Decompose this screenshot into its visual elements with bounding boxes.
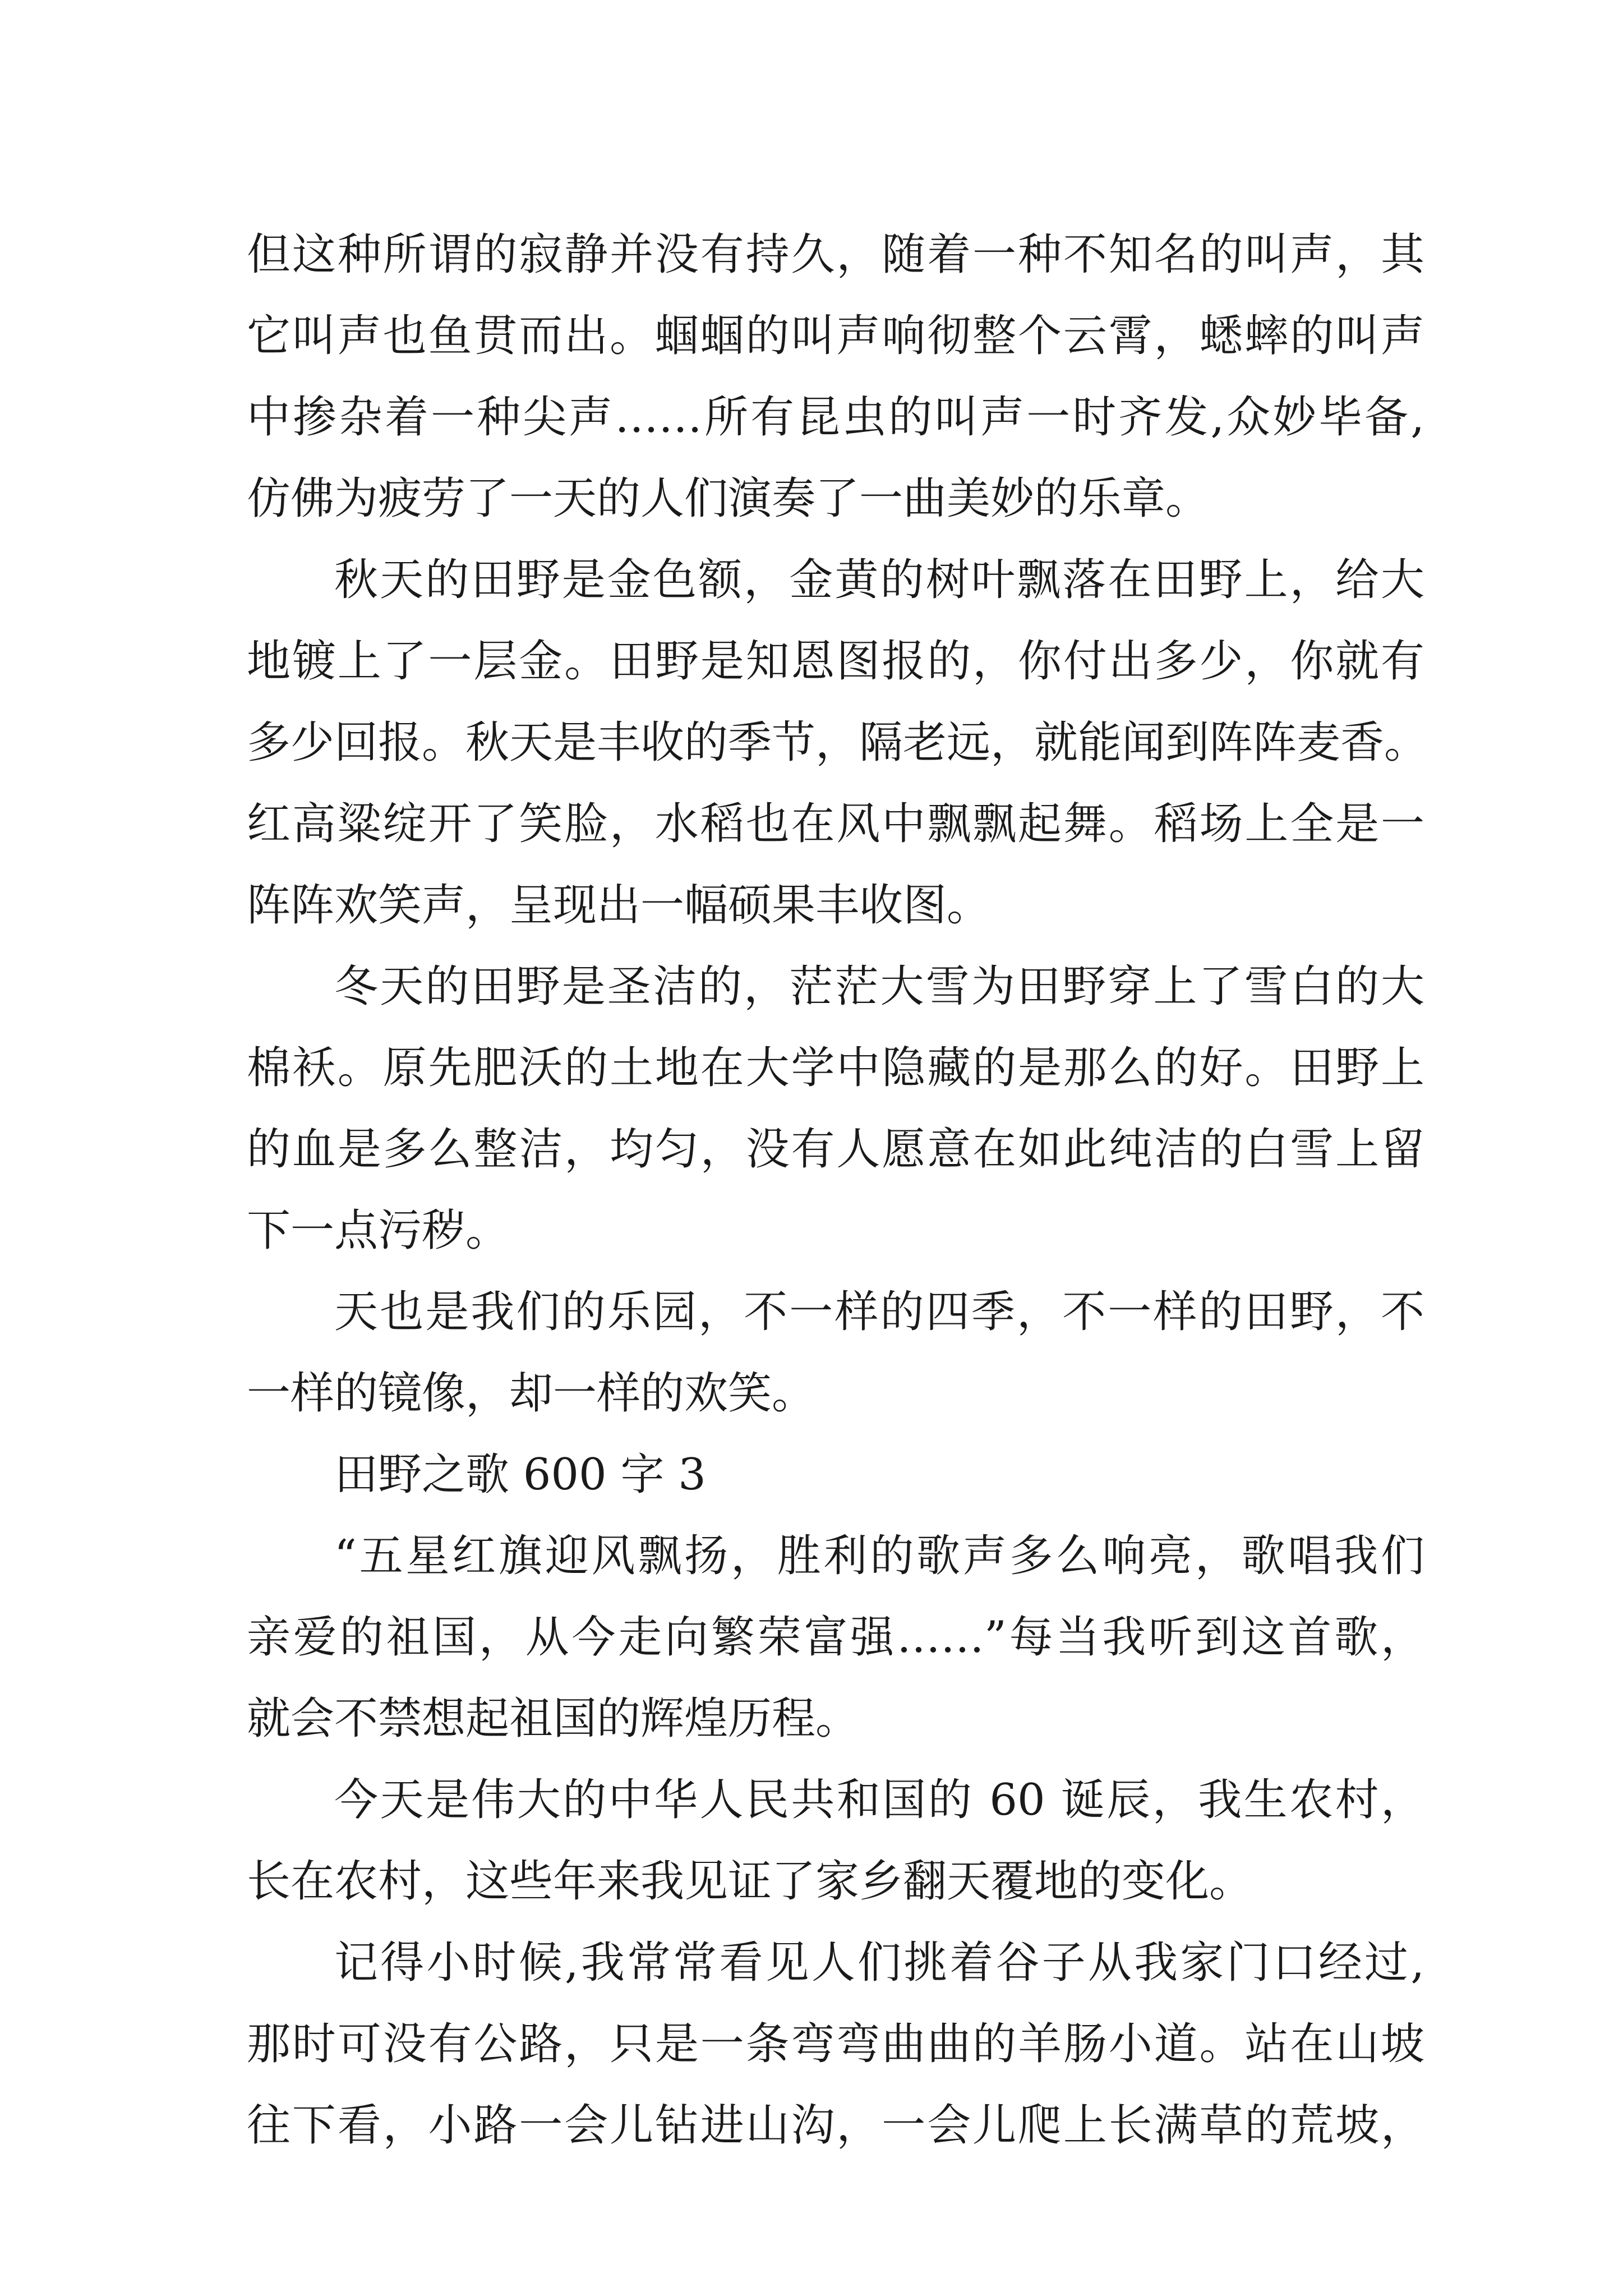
text-line: 天也是我们的乐园，不一样的四季，不一样的田野，不 <box>334 1287 1424 1337</box>
text-line: 但这种所谓的寂静并没有持久，随着一种不知名的叫声，其 <box>247 229 1424 280</box>
text-line: 棉袄。原先肥沃的土地在大学中隐藏的是那么的好。田野上 <box>247 1043 1424 1093</box>
body-text <box>247 214 1428 2166</box>
text-line: 往下看，小路一会儿钻进山沟，一会儿爬上长满草的荒坡， <box>247 2100 1424 2151</box>
text-line: 多少回报。秋天是丰收的季节，隔老远，就能闻到阵阵麦香。 <box>247 717 1428 768</box>
text-line: 今天是伟大的中华人民共和国的 60 诞辰，我生农村， <box>334 1775 1424 1825</box>
text-line: 红高粱绽开了笑脸，水稻也在风中飘飘起舞。稻场上全是一 <box>247 799 1424 849</box>
text-line: 就会不禁想起祖国的辉煌历程。 <box>247 1694 860 1744</box>
text-line: 冬天的田野是圣洁的，茫茫大雪为田野穿上了雪白的大 <box>334 961 1424 1012</box>
text-line: 一样的镜像，却一样的欢笑。 <box>247 1368 816 1419</box>
text-line: 中掺杂着一种尖声……所有昆虫的叫声一时齐发,众妙毕备, <box>247 392 1424 443</box>
text-line: 记得小时候,我常常看见人们挑着谷子从我家门口经过, <box>334 1938 1424 1988</box>
text-line: 秋天的田野是金色额，金黄的树叶飘落在田野上，给大 <box>334 555 1424 605</box>
text-line: 它叫声也鱼贯而出。蝈蝈的叫声响彻整个云霄，蟋蟀的叫声 <box>247 311 1424 361</box>
text-line: 那时可没有公路，只是一条弯弯曲曲的羊肠小道。站在山坡 <box>247 2019 1424 2069</box>
text-line: 亲爱的祖国，从今走向繁荣富强……”每当我听到这首歌， <box>247 1612 1424 1663</box>
text-line: 地镀上了一层金。田野是知恩图报的，你付出多少，你就有 <box>247 636 1424 687</box>
text-line: 的血是多么整洁，均匀，没有人愿意在如此纯洁的白雪上留 <box>247 1124 1424 1175</box>
text-line: “五星红旗迎风飘扬，胜利的歌声多么响亮，歌唱我们 <box>334 1531 1424 1581</box>
text-line: 长在农村，这些年来我见证了家乡翻天覆地的变化。 <box>247 1856 1253 1907</box>
text-line: 仿佛为疲劳了一天的人们演奏了一曲美妙的乐章。 <box>247 473 1210 524</box>
section-heading: 田野之歌 600 字 3 <box>334 1450 706 1500</box>
text-line: 下一点污秽。 <box>247 1205 510 1256</box>
text-line: 阵阵欢笑声，呈现出一幅硕果丰收图。 <box>247 880 991 931</box>
